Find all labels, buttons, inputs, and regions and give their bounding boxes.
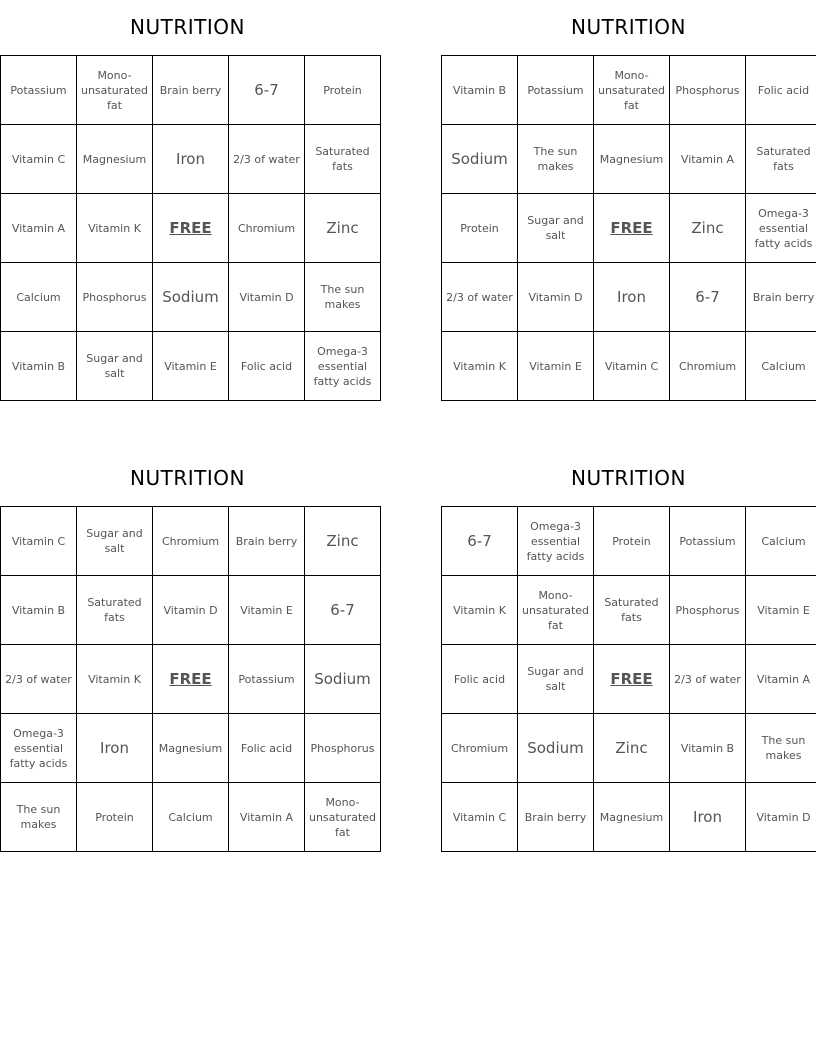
card-title: NUTRITION	[571, 15, 686, 39]
grid-cell: Folic acid	[229, 714, 305, 783]
grid-cell: Vitamin A	[746, 645, 816, 714]
grid-cell: Iron	[670, 783, 746, 852]
grid-cell: Zinc	[305, 507, 381, 576]
grid-cell: 2/3 of water	[442, 263, 518, 332]
grid-cell: Vitamin C	[594, 332, 670, 401]
grid-row	[1, 194, 381, 263]
grid-cell: Protein	[77, 783, 153, 852]
grid-cell: The sun makes	[746, 714, 816, 783]
grid-cell: Potassium	[518, 56, 594, 125]
grid-cell: Chromium	[442, 714, 518, 783]
grid-row	[1, 714, 381, 783]
grid-cell: Calcium	[153, 783, 229, 852]
grid-cell: Saturated fats	[594, 576, 670, 645]
grid-cell: Protein	[305, 56, 381, 125]
grid-cell: Magnesium	[594, 783, 670, 852]
grid-cell: Vitamin E	[229, 576, 305, 645]
grid-cell: Vitamin B	[1, 332, 77, 401]
grid-cell: Chromium	[670, 332, 746, 401]
grid-cell: Brain berry	[229, 507, 305, 576]
card-title: NUTRITION	[130, 15, 245, 39]
grid-row	[442, 645, 816, 714]
grid-cell: The sun makes	[305, 263, 381, 332]
grid-cell: The sun makes	[518, 125, 594, 194]
grid-cell: Zinc	[305, 194, 381, 263]
bingo-card-1	[0, 0, 375, 401]
grid-cell: Iron	[594, 263, 670, 332]
grid-row	[442, 576, 816, 645]
grid-cell: Vitamin E	[746, 576, 816, 645]
grid-cell: Phosphorus	[670, 56, 746, 125]
grid-cell: Mono-unsaturated fat	[77, 56, 153, 125]
grid-cell: Potassium	[1, 56, 77, 125]
grid-cell: Saturated fats	[746, 125, 816, 194]
grid-cell: Vitamin C	[442, 783, 518, 852]
bingo-grid	[0, 506, 381, 852]
grid-row	[442, 783, 816, 852]
grid-cell: Magnesium	[594, 125, 670, 194]
grid-cell: Vitamin K	[442, 332, 518, 401]
grid-row	[442, 194, 816, 263]
grid-cell: Mono-unsaturated fat	[518, 576, 594, 645]
grid-cell: 6-7	[305, 576, 381, 645]
grid-row	[442, 714, 816, 783]
grid-cell: Chromium	[153, 507, 229, 576]
grid-cell: Phosphorus	[305, 714, 381, 783]
free-space-cell: FREE	[153, 645, 229, 714]
grid-cell: Omega-3 essential fatty acids	[518, 507, 594, 576]
bingo-card-4	[441, 451, 816, 852]
free-space-cell: FREE	[594, 194, 670, 263]
grid-cell: Folic acid	[442, 645, 518, 714]
grid-cell: Folic acid	[746, 56, 816, 125]
grid-cell: Mono-unsaturated fat	[594, 56, 670, 125]
grid-cell: Vitamin D	[746, 783, 816, 852]
grid-cell: Vitamin B	[1, 576, 77, 645]
grid-cell: Vitamin K	[442, 576, 518, 645]
grid-cell: Vitamin K	[77, 194, 153, 263]
grid-cell: Vitamin A	[670, 125, 746, 194]
grid-cell: Magnesium	[77, 125, 153, 194]
bingo-grid	[441, 506, 816, 852]
grid-row	[442, 56, 816, 125]
grid-row	[1, 125, 381, 194]
grid-cell: Chromium	[229, 194, 305, 263]
grid-cell: Sodium	[153, 263, 229, 332]
grid-cell: 2/3 of water	[229, 125, 305, 194]
bingo-grid	[0, 55, 381, 401]
grid-cell: Vitamin K	[77, 645, 153, 714]
grid-cell: Brain berry	[153, 56, 229, 125]
grid-cell: Magnesium	[153, 714, 229, 783]
grid-row	[442, 263, 816, 332]
grid-cell: Sugar and salt	[77, 332, 153, 401]
grid-cell: Vitamin D	[229, 263, 305, 332]
grid-row	[442, 332, 816, 401]
grid-cell: Vitamin A	[1, 194, 77, 263]
grid-cell: 6-7	[670, 263, 746, 332]
grid-cell: Vitamin E	[153, 332, 229, 401]
grid-cell: 2/3 of water	[1, 645, 77, 714]
bingo-card-3	[0, 451, 375, 852]
grid-cell: Sugar and salt	[518, 645, 594, 714]
grid-cell: Calcium	[1, 263, 77, 332]
grid-cell: Brain berry	[746, 263, 816, 332]
free-space-cell: FREE	[153, 194, 229, 263]
bingo-grid	[441, 55, 816, 401]
grid-cell: Vitamin D	[518, 263, 594, 332]
grid-cell: Protein	[442, 194, 518, 263]
grid-cell: Vitamin C	[1, 507, 77, 576]
grid-row	[1, 56, 381, 125]
grid-cell: 6-7	[442, 507, 518, 576]
bingo-card-2	[441, 0, 816, 401]
grid-cell: Sodium	[518, 714, 594, 783]
free-space-cell: FREE	[594, 645, 670, 714]
grid-cell: Calcium	[746, 332, 816, 401]
grid-cell: Omega-3 essential fatty acids	[746, 194, 816, 263]
card-title: NUTRITION	[571, 466, 686, 490]
grid-cell: The sun makes	[1, 783, 77, 852]
grid-row	[442, 125, 816, 194]
grid-cell: 2/3 of water	[670, 645, 746, 714]
grid-cell: Iron	[153, 125, 229, 194]
grid-cell: Saturated fats	[305, 125, 381, 194]
grid-cell: Sodium	[305, 645, 381, 714]
grid-row	[1, 263, 381, 332]
grid-cell: 6-7	[229, 56, 305, 125]
grid-cell: Saturated fats	[77, 576, 153, 645]
grid-cell: Sodium	[442, 125, 518, 194]
grid-row	[1, 576, 381, 645]
grid-cell: Brain berry	[518, 783, 594, 852]
grid-cell: Vitamin C	[1, 125, 77, 194]
grid-cell: Iron	[77, 714, 153, 783]
grid-cell: Potassium	[670, 507, 746, 576]
grid-cell: Zinc	[670, 194, 746, 263]
grid-cell: Sugar and salt	[77, 507, 153, 576]
grid-cell: Protein	[594, 507, 670, 576]
grid-cell: Sugar and salt	[518, 194, 594, 263]
grid-cell: Potassium	[229, 645, 305, 714]
grid-row	[1, 783, 381, 852]
grid-cell: Vitamin B	[670, 714, 746, 783]
grid-cell: Vitamin A	[229, 783, 305, 852]
grid-cell: Mono-unsaturated fat	[305, 783, 381, 852]
grid-cell: Omega-3 essential fatty acids	[1, 714, 77, 783]
grid-cell: Vitamin D	[153, 576, 229, 645]
grid-row	[1, 507, 381, 576]
grid-row	[1, 332, 381, 401]
grid-cell: Vitamin B	[442, 56, 518, 125]
grid-cell: Vitamin E	[518, 332, 594, 401]
grid-cell: Omega-3 essential fatty acids	[305, 332, 381, 401]
grid-cell: Phosphorus	[77, 263, 153, 332]
grid-cell: Phosphorus	[670, 576, 746, 645]
card-title: NUTRITION	[130, 466, 245, 490]
grid-cell: Folic acid	[229, 332, 305, 401]
grid-cell: Zinc	[594, 714, 670, 783]
grid-row	[442, 507, 816, 576]
grid-row	[1, 645, 381, 714]
grid-cell: Calcium	[746, 507, 816, 576]
